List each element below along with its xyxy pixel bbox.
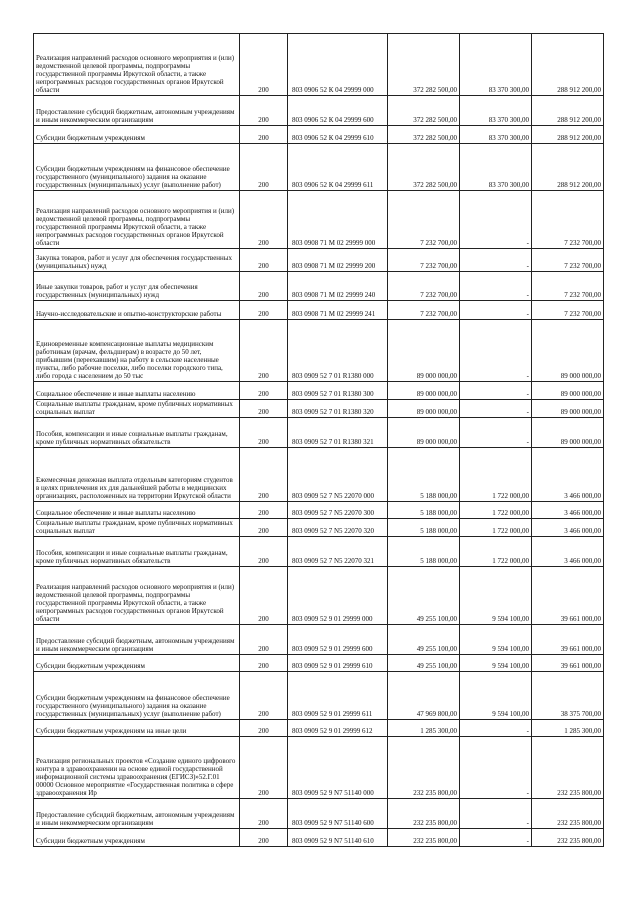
line-code-cell: 200 bbox=[240, 625, 288, 655]
budget-classification-code-cell: 803 0909 52 9 01 29999 612 bbox=[288, 720, 388, 737]
unexecuted-amount-cell: 7 232 700,00 bbox=[532, 272, 604, 301]
budget-classification-code-cell: 803 0909 52 7 01 R1380 321 bbox=[288, 418, 388, 448]
executed-amount-cell: - bbox=[460, 301, 532, 320]
executed-amount-cell: - bbox=[460, 720, 532, 737]
expense-name-cell: Социальные выплаты гражданам, кроме публичных нормативных социальных выплат bbox=[34, 400, 240, 418]
approved-amount-cell: 7 232 700,00 bbox=[388, 191, 460, 249]
line-code-cell: 200 bbox=[240, 537, 288, 567]
table-row bbox=[34, 625, 604, 655]
approved-amount-cell: 7 232 700,00 bbox=[388, 272, 460, 301]
line-code-cell: 200 bbox=[240, 655, 288, 672]
expense-name-cell: Единовременные компенсационные выплаты медицинским работникам (врачам, фельдшерам) в возрасте до 50 лет, прибывшим (переехавшим) на работу в сельские населенные пункты, либо рабочие поселки, либо поселки городского типа, либо города с населением до 50 тыс bbox=[34, 320, 240, 382]
budget-classification-code-cell: 803 0909 52 7 N5 22070 000 bbox=[288, 448, 388, 502]
executed-amount-cell: - bbox=[460, 799, 532, 829]
table-row bbox=[34, 400, 604, 418]
unexecuted-amount-cell: 3 466 000,00 bbox=[532, 537, 604, 567]
unexecuted-amount-cell: 7 232 700,00 bbox=[532, 249, 604, 272]
table-body bbox=[34, 34, 604, 847]
unexecuted-amount-cell: 232 235 800,00 bbox=[532, 829, 604, 847]
budget-classification-code-cell: 803 0909 52 7 N5 22070 300 bbox=[288, 502, 388, 519]
approved-amount-cell: 49 255 100,00 bbox=[388, 655, 460, 672]
line-code-cell: 200 bbox=[240, 418, 288, 448]
budget-classification-code-cell: 803 0909 52 9 01 29999 000 bbox=[288, 567, 388, 625]
executed-amount-cell: - bbox=[460, 382, 532, 400]
line-code-cell: 200 bbox=[240, 272, 288, 301]
approved-amount-cell: 5 188 000,00 bbox=[388, 502, 460, 519]
budget-classification-code-cell: 803 0909 52 9 01 29999 600 bbox=[288, 625, 388, 655]
approved-amount-cell: 5 188 000,00 bbox=[388, 519, 460, 537]
table-row bbox=[34, 96, 604, 126]
line-code-cell: 200 bbox=[240, 567, 288, 625]
expense-name-cell: Реализация направлений расходов основного мероприятия и (или) ведомственной целевой программы, подпрограммы государственной программы Иркутской области, а также непрограммных расходов государственных органов Иркутской области bbox=[34, 191, 240, 249]
expense-name-cell: Реализация направлений расходов основного мероприятия и (или) ведомственной целевой программы, подпрограммы государственной программы Иркутской области, а также непрограммных расходов государственных органов Иркутской области bbox=[34, 34, 240, 96]
unexecuted-amount-cell: 232 235 800,00 bbox=[532, 799, 604, 829]
approved-amount-cell: 372 282 500,00 bbox=[388, 34, 460, 96]
expense-name-cell: Ежемесячная денежная выплата отдельным категориям студентов в целях привлечения их для дальнейшей работы в медицинских организациях, расположенных на территории Иркутской области bbox=[34, 448, 240, 502]
expense-name-cell: Субсидии бюджетным учреждениям на финансовое обеспечение государственного (муниципального) задания на оказание государственных (муниципальных) услуг (выполнение работ) bbox=[34, 144, 240, 191]
executed-amount-cell: - bbox=[460, 829, 532, 847]
expense-name-cell: Социальные выплаты гражданам, кроме публичных нормативных социальных выплат bbox=[34, 519, 240, 537]
expense-name-cell: Предоставление субсидий бюджетным, автономным учреждениям и иным некоммерческим организациям bbox=[34, 625, 240, 655]
line-code-cell: 200 bbox=[240, 502, 288, 519]
unexecuted-amount-cell: 288 912 200,00 bbox=[532, 144, 604, 191]
line-code-cell: 200 bbox=[240, 249, 288, 272]
executed-amount-cell: 9 594 100,00 bbox=[460, 655, 532, 672]
executed-amount-cell: 9 594 100,00 bbox=[460, 567, 532, 625]
table-row bbox=[34, 249, 604, 272]
approved-amount-cell: 232 235 800,00 bbox=[388, 737, 460, 799]
approved-amount-cell: 89 000 000,00 bbox=[388, 320, 460, 382]
table-row bbox=[34, 448, 604, 502]
unexecuted-amount-cell: 39 661 000,00 bbox=[532, 655, 604, 672]
line-code-cell: 200 bbox=[240, 382, 288, 400]
line-code-cell: 200 bbox=[240, 737, 288, 799]
table-row bbox=[34, 272, 604, 301]
executed-amount-cell: - bbox=[460, 418, 532, 448]
budget-classification-code-cell: 803 0909 52 9 N7 51140 610 bbox=[288, 829, 388, 847]
approved-amount-cell: 232 235 800,00 bbox=[388, 799, 460, 829]
budget-classification-code-cell: 803 0909 52 9 01 29999 610 bbox=[288, 655, 388, 672]
line-code-cell: 200 bbox=[240, 96, 288, 126]
approved-amount-cell: 89 000 000,00 bbox=[388, 418, 460, 448]
line-code-cell: 200 bbox=[240, 799, 288, 829]
expense-name-cell: Предоставление субсидий бюджетным, автономным учреждениям и иным некоммерческим организациям bbox=[34, 799, 240, 829]
unexecuted-amount-cell: 7 232 700,00 bbox=[532, 191, 604, 249]
approved-amount-cell: 232 235 800,00 bbox=[388, 829, 460, 847]
approved-amount-cell: 1 285 300,00 bbox=[388, 720, 460, 737]
executed-amount-cell: 83 370 300,00 bbox=[460, 96, 532, 126]
table-row bbox=[34, 144, 604, 191]
budget-classification-code-cell: 803 0908 71 М 02 29999 000 bbox=[288, 191, 388, 249]
expense-name-cell: Закупка товаров, работ и услуг для обеспечения государственных (муниципальных) нужд bbox=[34, 249, 240, 272]
unexecuted-amount-cell: 1 285 300,00 bbox=[532, 720, 604, 737]
expense-name-cell: Научно-исследовательские и опытно-конструкторские работы bbox=[34, 301, 240, 320]
approved-amount-cell: 372 282 500,00 bbox=[388, 96, 460, 126]
unexecuted-amount-cell: 39 661 000,00 bbox=[532, 625, 604, 655]
unexecuted-amount-cell: 288 912 200,00 bbox=[532, 96, 604, 126]
table-row bbox=[34, 34, 604, 96]
approved-amount-cell: 89 000 000,00 bbox=[388, 382, 460, 400]
unexecuted-amount-cell: 7 232 700,00 bbox=[532, 301, 604, 320]
table-row bbox=[34, 537, 604, 567]
table-row bbox=[34, 502, 604, 519]
approved-amount-cell: 7 232 700,00 bbox=[388, 301, 460, 320]
line-code-cell: 200 bbox=[240, 191, 288, 249]
expense-name-cell: Предоставление субсидий бюджетным, автономным учреждениям и иным некоммерческим организациям bbox=[34, 96, 240, 126]
budget-classification-code-cell: 803 0906 52 К 04 29999 000 bbox=[288, 34, 388, 96]
budget-classification-code-cell: 803 0908 71 М 02 29999 241 bbox=[288, 301, 388, 320]
table-row bbox=[34, 799, 604, 829]
executed-amount-cell: 9 594 100,00 bbox=[460, 672, 532, 720]
unexecuted-amount-cell: 39 661 000,00 bbox=[532, 567, 604, 625]
executed-amount-cell: - bbox=[460, 272, 532, 301]
approved-amount-cell: 372 282 500,00 bbox=[388, 126, 460, 144]
table-row bbox=[34, 320, 604, 382]
line-code-cell: 200 bbox=[240, 400, 288, 418]
line-code-cell: 200 bbox=[240, 301, 288, 320]
executed-amount-cell: 1 722 000,00 bbox=[460, 448, 532, 502]
line-code-cell: 200 bbox=[240, 320, 288, 382]
unexecuted-amount-cell: 232 235 800,00 bbox=[532, 737, 604, 799]
executed-amount-cell: 1 722 000,00 bbox=[460, 502, 532, 519]
unexecuted-amount-cell: 38 375 700,00 bbox=[532, 672, 604, 720]
budget-classification-code-cell: 803 0909 52 7 01 R1380 320 bbox=[288, 400, 388, 418]
expense-name-cell: Субсидии бюджетным учреждениям на финансовое обеспечение государственного (муниципального) задания на оказание государственных (муниципальных) услуг (выполнение работ) bbox=[34, 672, 240, 720]
expense-name-cell: Социальное обеспечение и иные выплаты населению bbox=[34, 382, 240, 400]
budget-classification-code-cell: 803 0908 71 М 02 29999 200 bbox=[288, 249, 388, 272]
expense-name-cell: Социальное обеспечение и иные выплаты населению bbox=[34, 502, 240, 519]
executed-amount-cell: - bbox=[460, 737, 532, 799]
line-code-cell: 200 bbox=[240, 829, 288, 847]
budget-classification-code-cell: 803 0906 52 К 04 29999 610 bbox=[288, 126, 388, 144]
budget-classification-code-cell: 803 0906 52 К 04 29999 600 bbox=[288, 96, 388, 126]
expense-name-cell: Субсидии бюджетным учреждениям bbox=[34, 829, 240, 847]
table-row bbox=[34, 829, 604, 847]
executed-amount-cell: - bbox=[460, 400, 532, 418]
approved-amount-cell: 49 255 100,00 bbox=[388, 567, 460, 625]
table-row bbox=[34, 655, 604, 672]
approved-amount-cell: 89 000 000,00 bbox=[388, 400, 460, 418]
table-row bbox=[34, 519, 604, 537]
budget-classification-code-cell: 803 0908 71 М 02 29999 240 bbox=[288, 272, 388, 301]
table-row bbox=[34, 191, 604, 249]
executed-amount-cell: 83 370 300,00 bbox=[460, 34, 532, 96]
budget-table-sheet bbox=[33, 33, 603, 847]
budget-classification-code-cell: 803 0909 52 7 N5 22070 320 bbox=[288, 519, 388, 537]
table-row bbox=[34, 382, 604, 400]
executed-amount-cell: 1 722 000,00 bbox=[460, 519, 532, 537]
budget-classification-code-cell: 803 0909 52 7 N5 22070 321 bbox=[288, 537, 388, 567]
line-code-cell: 200 bbox=[240, 126, 288, 144]
table-row bbox=[34, 126, 604, 144]
table-row bbox=[34, 418, 604, 448]
line-code-cell: 200 bbox=[240, 672, 288, 720]
budget-classification-code-cell: 803 0909 52 7 01 R1380 300 bbox=[288, 382, 388, 400]
executed-amount-cell: 83 370 300,00 bbox=[460, 126, 532, 144]
unexecuted-amount-cell: 89 000 000,00 bbox=[532, 320, 604, 382]
unexecuted-amount-cell: 89 000 000,00 bbox=[532, 400, 604, 418]
budget-classification-code-cell: 803 0909 52 9 N7 51140 600 bbox=[288, 799, 388, 829]
expense-name-cell: Реализация направлений расходов основного мероприятия и (или) ведомственной целевой программы, подпрограммы государственной программы Иркутской области, а также непрограммных расходов государственных органов Иркутской области bbox=[34, 567, 240, 625]
expense-name-cell: Пособия, компенсации и иные социальные выплаты гражданам, кроме публичных нормативных обязательств bbox=[34, 537, 240, 567]
approved-amount-cell: 49 255 100,00 bbox=[388, 625, 460, 655]
unexecuted-amount-cell: 3 466 000,00 bbox=[532, 519, 604, 537]
approved-amount-cell: 5 188 000,00 bbox=[388, 448, 460, 502]
approved-amount-cell: 5 188 000,00 bbox=[388, 537, 460, 567]
table-row bbox=[34, 672, 604, 720]
table-row bbox=[34, 737, 604, 799]
unexecuted-amount-cell: 89 000 000,00 bbox=[532, 382, 604, 400]
expense-name-cell: Иные закупки товаров, работ и услуг для обеспечения государственных (муниципальных) нужд bbox=[34, 272, 240, 301]
table-row bbox=[34, 720, 604, 737]
table-row bbox=[34, 301, 604, 320]
executed-amount-cell: 83 370 300,00 bbox=[460, 144, 532, 191]
expense-name-cell: Субсидии бюджетным учреждениям bbox=[34, 655, 240, 672]
line-code-cell: 200 bbox=[240, 519, 288, 537]
budget-classification-code-cell: 803 0909 52 9 01 29999 611 bbox=[288, 672, 388, 720]
line-code-cell: 200 bbox=[240, 448, 288, 502]
line-code-cell: 200 bbox=[240, 34, 288, 96]
unexecuted-amount-cell: 3 466 000,00 bbox=[532, 448, 604, 502]
expense-name-cell: Субсидии бюджетным учреждениям bbox=[34, 126, 240, 144]
unexecuted-amount-cell: 3 466 000,00 bbox=[532, 502, 604, 519]
approved-amount-cell: 372 282 500,00 bbox=[388, 144, 460, 191]
executed-amount-cell: 1 722 000,00 bbox=[460, 537, 532, 567]
budget-classification-code-cell: 803 0909 52 9 N7 51140 000 bbox=[288, 737, 388, 799]
table-row bbox=[34, 567, 604, 625]
approved-amount-cell: 7 232 700,00 bbox=[388, 249, 460, 272]
unexecuted-amount-cell: 288 912 200,00 bbox=[532, 34, 604, 96]
line-code-cell: 200 bbox=[240, 144, 288, 191]
unexecuted-amount-cell: 89 000 000,00 bbox=[532, 418, 604, 448]
executed-amount-cell: - bbox=[460, 249, 532, 272]
executed-amount-cell: - bbox=[460, 320, 532, 382]
budget-expenditure-table bbox=[33, 33, 604, 847]
executed-amount-cell: - bbox=[460, 191, 532, 249]
expense-name-cell: Субсидии бюджетным учреждениям на иные цели bbox=[34, 720, 240, 737]
line-code-cell: 200 bbox=[240, 720, 288, 737]
budget-classification-code-cell: 803 0906 52 К 04 29999 611 bbox=[288, 144, 388, 191]
expense-name-cell: Реализация региональных проектов «Создание единого цифрового контура в здравоохранении на основе единой государственной информационной системы здравоохранения (ЕГИСЗ)»52.Г.01 00000 Основное мероприятие «Государственная политика в сфере здравоохранения Ир bbox=[34, 737, 240, 799]
approved-amount-cell: 47 969 800,00 bbox=[388, 672, 460, 720]
budget-classification-code-cell: 803 0909 52 7 01 R1380 000 bbox=[288, 320, 388, 382]
expense-name-cell: Пособия, компенсации и иные социальные выплаты гражданам, кроме публичных нормативных обязательств bbox=[34, 418, 240, 448]
executed-amount-cell: 9 594 100,00 bbox=[460, 625, 532, 655]
unexecuted-amount-cell: 288 912 200,00 bbox=[532, 126, 604, 144]
